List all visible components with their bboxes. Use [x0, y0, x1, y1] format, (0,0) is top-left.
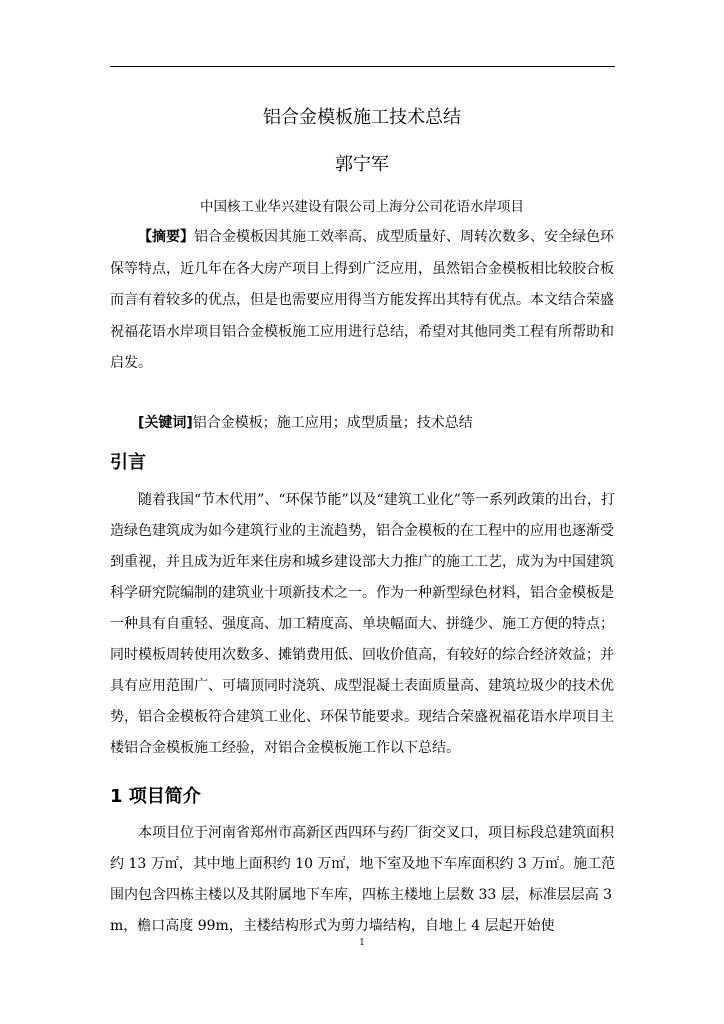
author-name: 郭宁军 — [335, 154, 389, 175]
keywords-label: [关键词] — [138, 415, 193, 431]
abstract-label: 【摘要】 — [138, 229, 194, 245]
keywords-text: 铝合金模板；施工应用；成型质量；技术总结 — [192, 415, 473, 431]
author-affiliation: 中国核工业华兴建设有限公司上海分公司花语水岸项目 — [200, 199, 524, 215]
section-paragraph-introduction: 随着我国“节木代用”、“环保节能”以及“建筑工业化”等一系列政策的出台，打造绿色建筑成为如今建筑行业的主流趋势，铝合金模板的在工程中的应用也逐渐受到重视，并且成为近年来住房和城乡建设部大力推广的施工工艺，成为为中国建筑科学研究院编制的建筑业十项新技术之一。作为一种新型绿色材料，铝合金模板是一种具有自重轻、强度高、加工精度高、单块幅面大、拼缝少、施工方便的特点；同时模板周转使用次数多、摊销费用低、回收价值高，有较好的综合经济效益；并具有应用范围广、可墙顶同时浇筑、成型混凝土表面质量高、建筑垃圾少的技术优势，铝合金模板符合建筑工业化、环保节能要求。现结合荣盛祝福花语水岸项目主楼铝合金模板施工经验，对铝合金模板施工作以下总结。 — [110, 492, 615, 756]
abstract-text: 铝合金模板因其施工效率高、成型质量好、周转次数多、安全绿色环保等特点，近几年在各大房产项目上得到广泛应用，虽然铝合金模板相比较胶合板而言有着较多的优点，但是也需要应用得当方能发挥出其特有优点。本文结合荣盛祝福花语水岸项目铝合金模板施工应用进行总结，希望对其他同类工程有所帮助和启发。 — [110, 229, 614, 371]
section-heading-introduction: 引言 — [110, 452, 146, 473]
section-heading-project-overview: 1 项目简介 — [110, 786, 201, 807]
section-paragraph-project-overview: 本项目位于河南省郑州市高新区西四环与药厂街交叉口，项目标段总建筑面积约 13 万㎡，其中地上面积约 10 万㎡，地下室及地下车库面积约 3 万㎡。施工范围内包含四栋主楼以及其附属地下车库，四栋主楼地上层数 33 层，标准层层高 3m，檐口高度 99m，主楼结构形式为剪力墙结构，自地上 4 层起开始使 — [110, 825, 616, 934]
abstract-paragraph — [110, 222, 620, 380]
header-rule — [110, 66, 615, 67]
page-number: 1 — [359, 938, 365, 948]
keywords-paragraph — [110, 408, 620, 440]
document-title: 铝合金模板施工技术总结 — [263, 107, 461, 128]
